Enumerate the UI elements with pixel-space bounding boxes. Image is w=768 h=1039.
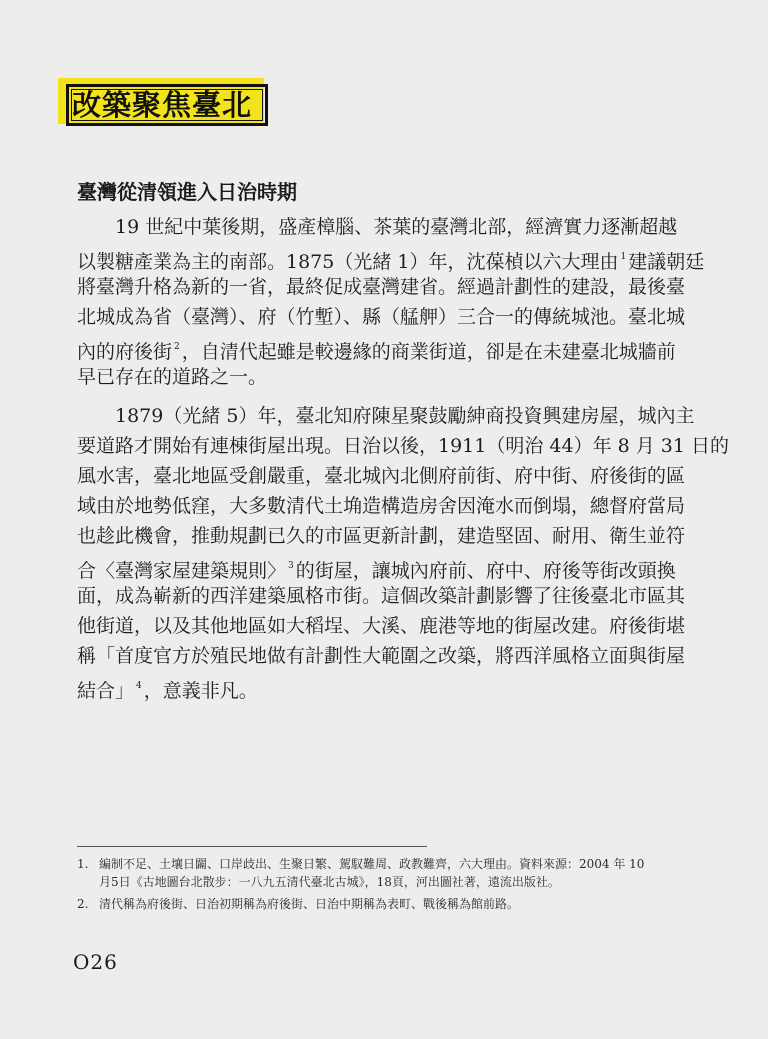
paragraph-line: 1879（光緒 5）年，臺北知府陳星聚鼓勵紳商投資興建房屋，城內主 [115,405,695,427]
footnote-number: 1. [77,857,89,871]
paragraph-line: 面，成為嶄新的西洋建築風格市街。這個改築計劃影響了往後臺北市區其 [77,585,686,607]
footnote-number: 2. [77,897,89,911]
footnote-ref: 2 [174,342,180,352]
paragraph-line: 將臺灣升格為新的一省，最終促成臺灣建省。經過計劃性的建設，最後臺 [77,276,686,298]
footnote-ref: 4 [136,681,142,691]
footnote-ref: 3 [288,561,294,571]
footnotes [77,855,697,913]
paragraph-line: 要道路才開始有連棟街屋出現。日治以後，1911（明治 44）年 8 月 31 日的 [77,435,729,457]
footnote-item [77,895,697,913]
footnote-line: 月5日《古地圖台北散步：一八九五清代臺北古城》，18頁，河出圖社著，遠流出版社。 [99,875,560,889]
section-heading: 臺灣從清領進入日治時期 [77,180,297,204]
paragraph-line: 以製糖產業為主的南部。1875（光緒 1）年，沈葆楨以六大理由 $^1$ 建議朝廷 [77,251,705,273]
title-text: 改築聚焦臺北 [72,88,253,122]
footnote-ref: 1 [620,252,627,262]
chapter-title [58,78,272,130]
paragraph-line: 也趁此機會，推動規劃已久的市區更新計劃，建造堅固、耐用、衛生並符 [77,525,686,547]
paragraph-line: 合〈臺灣家屋建築規則〉 $^3$ 的街屋，讓城內府前、府中、府後等街改頭換 [77,560,676,582]
paragraph-line: 北城成為省（臺灣）、府（竹塹）、縣（艋舺）三合一的傳統城池。臺北城 [77,306,686,328]
paragraph-line: 結合」 $^4$ ，意義非凡。 [77,680,258,702]
paragraph-1 [77,212,705,392]
paragraph-line: 內的府後街 $^2$ ，自清代起雖是較邊緣的商業街道，卻是在未建臺北城牆前 [77,341,676,363]
paragraph-line: 域由於地勢低窪，大多數清代土埆造構造房舍因淹水而倒塌，總督府當局 [77,495,686,517]
paragraph-line: 他街道，以及其他地區如大稻埕、大溪、鹿港等地的街屋改建。府後街堪 [77,615,686,637]
footnote-divider [77,846,427,847]
paragraph-2 [77,401,729,702]
footnote-line: 編制不足、土壤日闢、口岸歧出、生聚日繁、駕馭難周、政教難齊，六大理由。資料來源：2004 年 10 [99,857,645,871]
page-number: O26 [73,950,118,974]
paragraph-line: 風水害，臺北地區受創嚴重，臺北城內北側府前街、府中街、府後街的區 [77,465,686,487]
paragraph-line: 19 世紀中葉後期，盛產樟腦、茶葉的臺灣北部，經濟實力逐漸超越 [115,216,678,238]
footnote-line: 清代稱為府後街、日治初期稱為府後街、日治中期稱為表町、戰後稱為館前路。 [99,897,520,911]
paragraph-line: 稱「首度官方於殖民地做有計劃性大範圍之改築，將西洋風格立面與街屋 [77,645,686,667]
paragraph-line: 早已存在的道路之一。 [77,366,268,388]
footnote-item [77,855,697,891]
